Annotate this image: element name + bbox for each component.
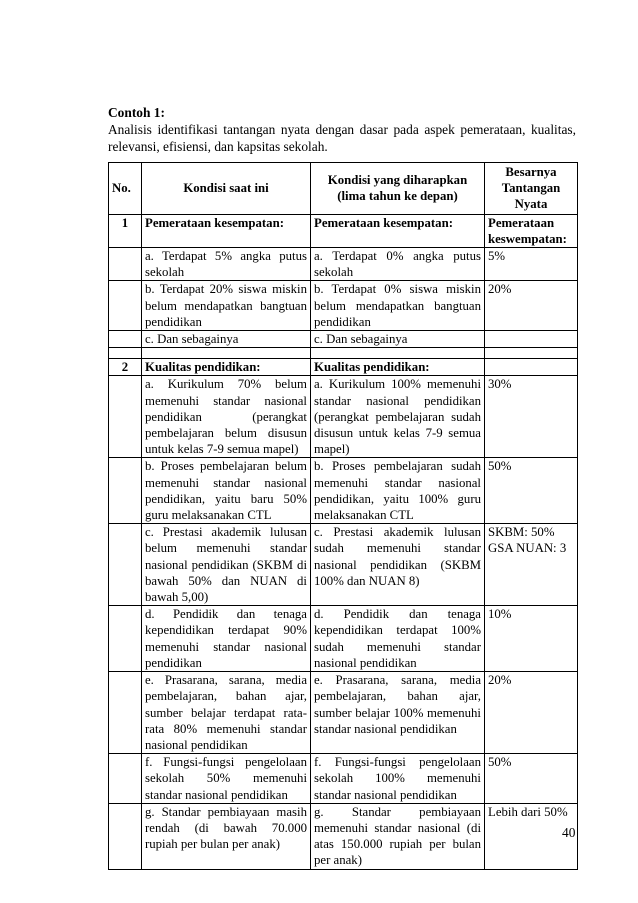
- row-number-cell: [109, 281, 142, 331]
- intro-paragraph: Analisis identifikasi tantangan nyata dengan dasar pada aspek pemerataan, kualitas, relevansi, efisiensi, dan kapsitas sekolah.: [108, 122, 576, 154]
- expected-condition-cell: c. Prestasi akademik lulusan sudah memenuhi standar nasional pendidikan (SKBM 100% dan NUAN 8): [311, 524, 485, 606]
- expected-condition-cell: b. Proses pembelajaran sudah memenuhi standar nasional pendidikan, yaitu 100% guru melaksanakan CTL: [311, 458, 485, 524]
- challenge-analysis-table: [108, 162, 578, 870]
- table-row: [109, 376, 578, 458]
- page-number: 40: [562, 825, 576, 840]
- current-condition-cell: g. Standar pembiayaan masih rendah (di bawah 70.000 rupiah per bulan per anak): [142, 803, 311, 869]
- empty-cell: [109, 348, 142, 359]
- row-number-cell: [109, 331, 142, 348]
- section-number: 1: [109, 214, 142, 247]
- expected-condition-cell: a. Kurikulum 100% memenuhi standar nasional pendidikan (perangkat pembelajaran sudah disusun untuk kelas 7-9 semua mapel): [311, 376, 485, 458]
- table-row: [109, 458, 578, 524]
- table-body: [109, 214, 578, 869]
- empty-cell: [142, 348, 311, 359]
- expected-condition-cell: d. Pendidik dan tenaga kependidikan terdapat 100% sudah memenuhi standar nasional pendidikan: [311, 606, 485, 672]
- expected-condition-cell: a. Terdapat 0% angka putus sekolah: [311, 248, 485, 281]
- row-number-cell: [109, 458, 142, 524]
- expected-condition-cell: f. Fungsi-fungsi pengelolaan sekolah 100% memenuhi standar nasional pendidikan: [311, 754, 485, 804]
- row-number-cell: [109, 754, 142, 804]
- empty-cell: [485, 348, 578, 359]
- current-condition-cell: b. Proses pembelajaran belum memenuhi standar nasional pendidikan, yaitu baru 50% guru melaksanakan CTL: [142, 458, 311, 524]
- table-row: [109, 803, 578, 869]
- current-condition-cell: c. Prestasi akademik lulusan belum memenuhi standar nasional pendidikan (SKBM di bawah 50% dan NUAN di bawah 5,00): [142, 524, 311, 606]
- row-number-cell: [109, 606, 142, 672]
- table-row: [109, 281, 578, 331]
- challenge-size-cell: [485, 331, 578, 348]
- row-number-cell: [109, 248, 142, 281]
- header-current-condition: Kondisi saat ini: [142, 163, 311, 215]
- challenge-size-cell: 10%: [485, 606, 578, 672]
- section-number: 2: [109, 359, 142, 376]
- challenge-size-cell: 20%: [485, 281, 578, 331]
- expected-condition-cell: e. Prasarana, sarana, media pembelajaran, bahan ajar, sumber belajar 100% memenuhi standar nasional pendidikan: [311, 672, 485, 754]
- table-row: [109, 331, 578, 348]
- table-row: [109, 754, 578, 804]
- section-title-expected: Kualitas pendidikan:: [311, 359, 485, 376]
- table-header-row: [109, 163, 578, 215]
- current-condition-cell: e. Prasarana, sarana, media pembelajaran, bahan ajar, sumber belajar terdapat rata-rata 80% memenuhi standar nasional pendidikan: [142, 672, 311, 754]
- header-challenge-size: Besarnya Tantangan Nyata: [485, 163, 578, 215]
- challenge-size-cell: 5%: [485, 248, 578, 281]
- section-title-challenge: [485, 359, 578, 376]
- section-title-current: Kualitas pendidikan:: [142, 359, 311, 376]
- header-expected-condition: Kondisi yang diharapkan (lima tahun ke depan): [311, 163, 485, 215]
- section-title-row: [109, 214, 578, 247]
- challenge-size-cell: 50%: [485, 754, 578, 804]
- table-row: [109, 606, 578, 672]
- expected-condition-cell: g. Standar pembiayaan memenuhi standar nasional (di atas 150.000 rupiah per bulan per anak): [311, 803, 485, 869]
- row-number-cell: [109, 376, 142, 458]
- row-number-cell: [109, 803, 142, 869]
- header-no: No.: [109, 163, 142, 215]
- section-title-current: Pemerataan kesempatan:: [142, 214, 311, 247]
- table-row: [109, 672, 578, 754]
- current-condition-cell: d. Pendidik dan tenaga kependidikan terdapat 90% memenuhi standar nasional pendidikan: [142, 606, 311, 672]
- expected-condition-cell: b. Terdapat 0% siswa miskin belum mendapatkan bangtuan pendidikan: [311, 281, 485, 331]
- current-condition-cell: a. Kurikulum 70% belum memenuhi standar nasional pendidikan (perangkat pembelajaran belum disusun untuk kelas 7-9 semua mapel): [142, 376, 311, 458]
- current-condition-cell: b. Terdapat 20% siswa miskin belum mendapatkan bangtuan pendidikan: [142, 281, 311, 331]
- challenge-size-cell: 20%: [485, 672, 578, 754]
- challenge-size-cell: SKBM: 50% GSA NUAN: 3: [485, 524, 578, 606]
- current-condition-cell: c. Dan sebagainya: [142, 331, 311, 348]
- challenge-size-cell: 50%: [485, 458, 578, 524]
- spacer-row: [109, 348, 578, 359]
- empty-cell: [311, 348, 485, 359]
- current-condition-cell: f. Fungsi-fungsi pengelolaan sekolah 50% memenuhi standar nasional pendidikan: [142, 754, 311, 804]
- section-title-challenge: Pemerataan keswempatan:: [485, 214, 578, 247]
- section-title-row: [109, 359, 578, 376]
- row-number-cell: [109, 524, 142, 606]
- expected-condition-cell: c. Dan sebagainya: [311, 331, 485, 348]
- challenge-size-cell: 30%: [485, 376, 578, 458]
- current-condition-cell: a. Terdapat 5% angka putus sekolah: [142, 248, 311, 281]
- challenge-size-cell: Lebih dari 50%: [485, 803, 578, 869]
- table-row: [109, 524, 578, 606]
- table-row: [109, 248, 578, 281]
- section-title-expected: Pemerataan kesempatan:: [311, 214, 485, 247]
- row-number-cell: [109, 672, 142, 754]
- example-heading: Contoh 1:: [108, 105, 165, 120]
